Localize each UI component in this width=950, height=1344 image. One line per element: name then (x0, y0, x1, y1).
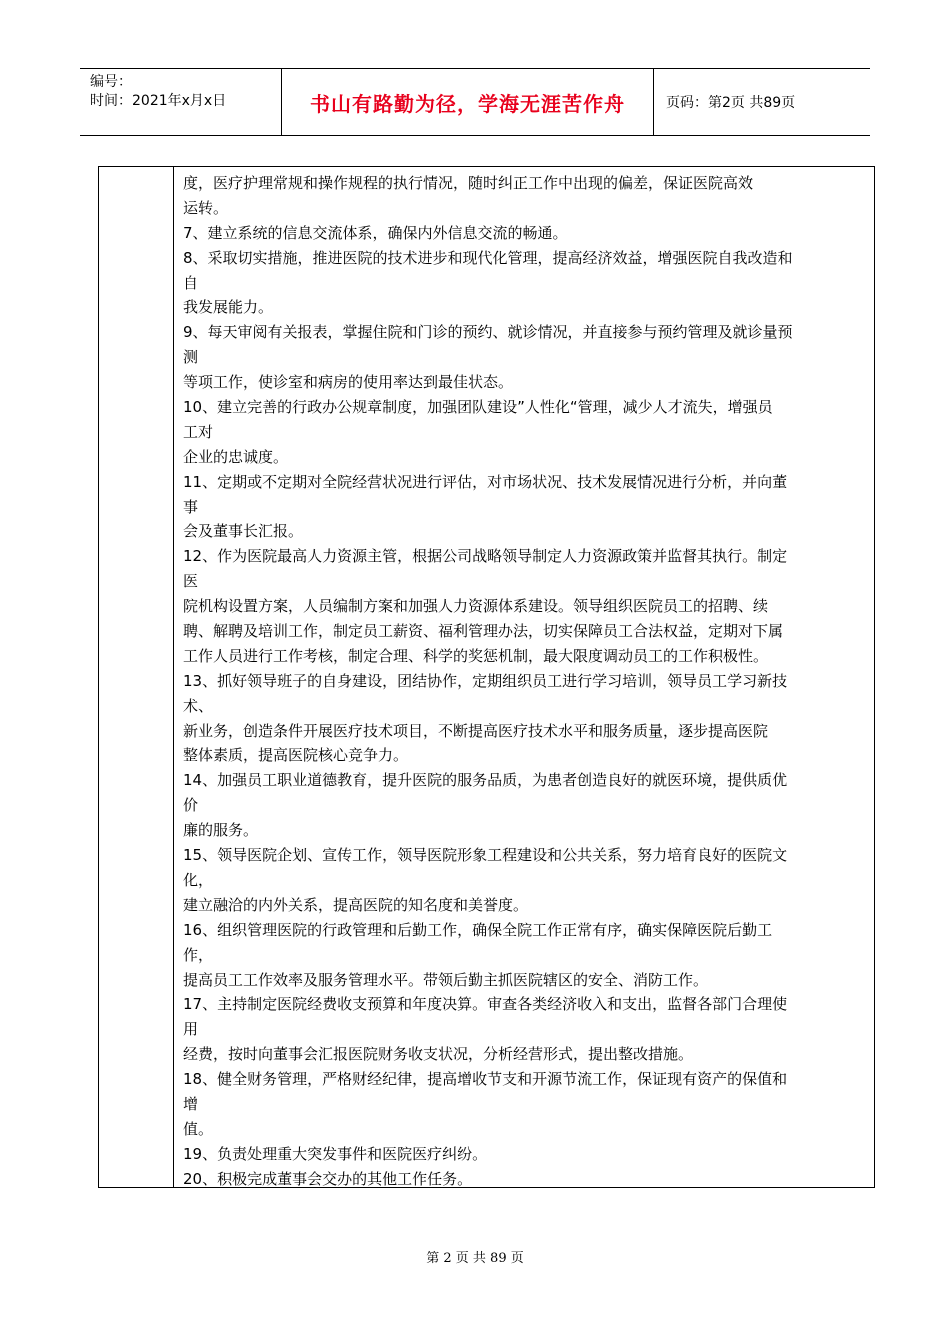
text-line: 自 (183, 273, 199, 292)
text-line: 用 (183, 1020, 199, 1039)
text-line: 术、 (183, 696, 214, 715)
text-line: 测 (183, 348, 199, 367)
text-line: 整体素质，提高医院核心竞争力。 (183, 746, 409, 765)
text-line: 等项工作，使诊室和病房的使用率达到最佳状态。 (183, 373, 514, 392)
table-left-column (99, 167, 174, 1187)
page-footer: 第 2 页 共 89 页 (426, 1251, 524, 1266)
text-line: 值。 (183, 1119, 214, 1138)
text-line: 我发展能力。 (183, 298, 274, 317)
table-text-column (174, 167, 874, 1187)
text-line: 廉的服务。 (183, 821, 259, 840)
text-line: 院机构设置方案，人员编制方案和加强人力资源体系建设。领导组织医院员工的招聘、续 (183, 597, 769, 616)
text-line: 化， (183, 870, 214, 889)
header-page-info: 页码：第2页 共89页 (666, 95, 796, 111)
text-line: 事 (183, 497, 199, 516)
text-line: 经费，按时向董事会汇报医院财务收支状况，分析经营形式，提出整改措施。 (183, 1045, 694, 1064)
text-line: 工对 (183, 422, 214, 441)
text-line: 建立融洽的内外关系，提高医院的知名度和美誉度。 (183, 895, 529, 914)
text-line: 11、定期或不定期对全院经营状况进行评估，对市场状况、技术发展情况进行分析，并向董 (183, 472, 788, 491)
text-line: 增 (183, 1094, 199, 1113)
text-line: 10、建立完善的行政办公规章制度，加强团队建设”人性化“管理，减少人才流失，增强员 (183, 398, 773, 417)
text-line: 聘、解聘及培训工作，制定员工薪资、福利管理办法，切实保障员工合法权益，定期对下属 (183, 622, 784, 641)
text-line: 作， (183, 945, 214, 964)
text-line: 新业务，创造条件开展医疗技术项目，不断提高医疗技术水平和服务质量，逐步提高医院 (183, 721, 769, 740)
text-line: 15、领导医院企划、宣传工作，领导医院形象工程建设和公共关系，努力培育良好的医院文 (183, 846, 788, 865)
text-line: 工作人员进行工作考核，制定合理、科学的奖惩机制，最大限度调动员工的工作积极性。 (183, 646, 769, 665)
header-meta (80, 69, 281, 135)
document-time-label: 时间：2021年x月x日 (90, 93, 227, 109)
text-line: 14、加强员工职业道德教育，提升医院的服务品质，为患者创造良好的就医环境，提供质优 (183, 771, 788, 790)
document-number-label: 编号： (90, 74, 132, 90)
text-line: 企业的忠诚度。 (183, 447, 289, 466)
text-line: 度，医疗护理常规和操作规程的执行情况，随时纠正工作中出现的偏差，保证医院高效 (183, 174, 754, 192)
text-line: 13、抓好领导班子的自身建设，团结协作，定期组织员工进行学习培训，领导员工学习新技 (183, 671, 788, 690)
text-line: 价 (183, 796, 199, 815)
text-line: 会及董事长汇报。 (183, 522, 304, 541)
text-line: 12、作为医院最高人力资源主管，根据公司战略领导制定人力资源政策并监督其执行。制定 (183, 547, 788, 566)
text-line: 运转。 (183, 198, 229, 217)
text-line: 7、建立系统的信息交流体系，确保内外信息交流的畅通。 (183, 223, 568, 242)
text-line: 8、采取切实措施，推进医院的技术进步和现代化管理，提高经济效益，增强医院自我改造和 (183, 248, 793, 267)
text-line: 16、组织管理医院的行政管理和后勤工作，确保全院工作正常有序，确实保障医院后勤工 (183, 920, 773, 939)
header-motto: 书山有路勤为径，学海无涯苦作舟 (281, 69, 654, 135)
text-line: 19、负责处理重大突发事件和医院医疗纠纷。 (183, 1144, 488, 1163)
text-line: 医 (183, 572, 199, 591)
content-table (98, 166, 875, 1188)
text-line: 提高员工工作效率及服务管理水平。带领后勤主抓医院辖区的安全、消防工作。 (183, 970, 709, 989)
text-line: 20、积极完成董事会交办的其他工作任务。 (183, 1169, 473, 1188)
text-line: 17、主持制定医院经费收支预算和年度决算。审查各类经济收入和支出，监督各部门合理使 (183, 995, 788, 1014)
text-line: 9、每天审阅有关报表，掌握住院和门诊的预约、就诊情况，并直接参与预约管理及就诊量预 (183, 323, 793, 342)
text-line: 18、健全财务管理，严格财经纪律，提高增收节支和开源节流工作，保证现有资产的保值和 (183, 1070, 788, 1089)
document-header (80, 68, 870, 136)
